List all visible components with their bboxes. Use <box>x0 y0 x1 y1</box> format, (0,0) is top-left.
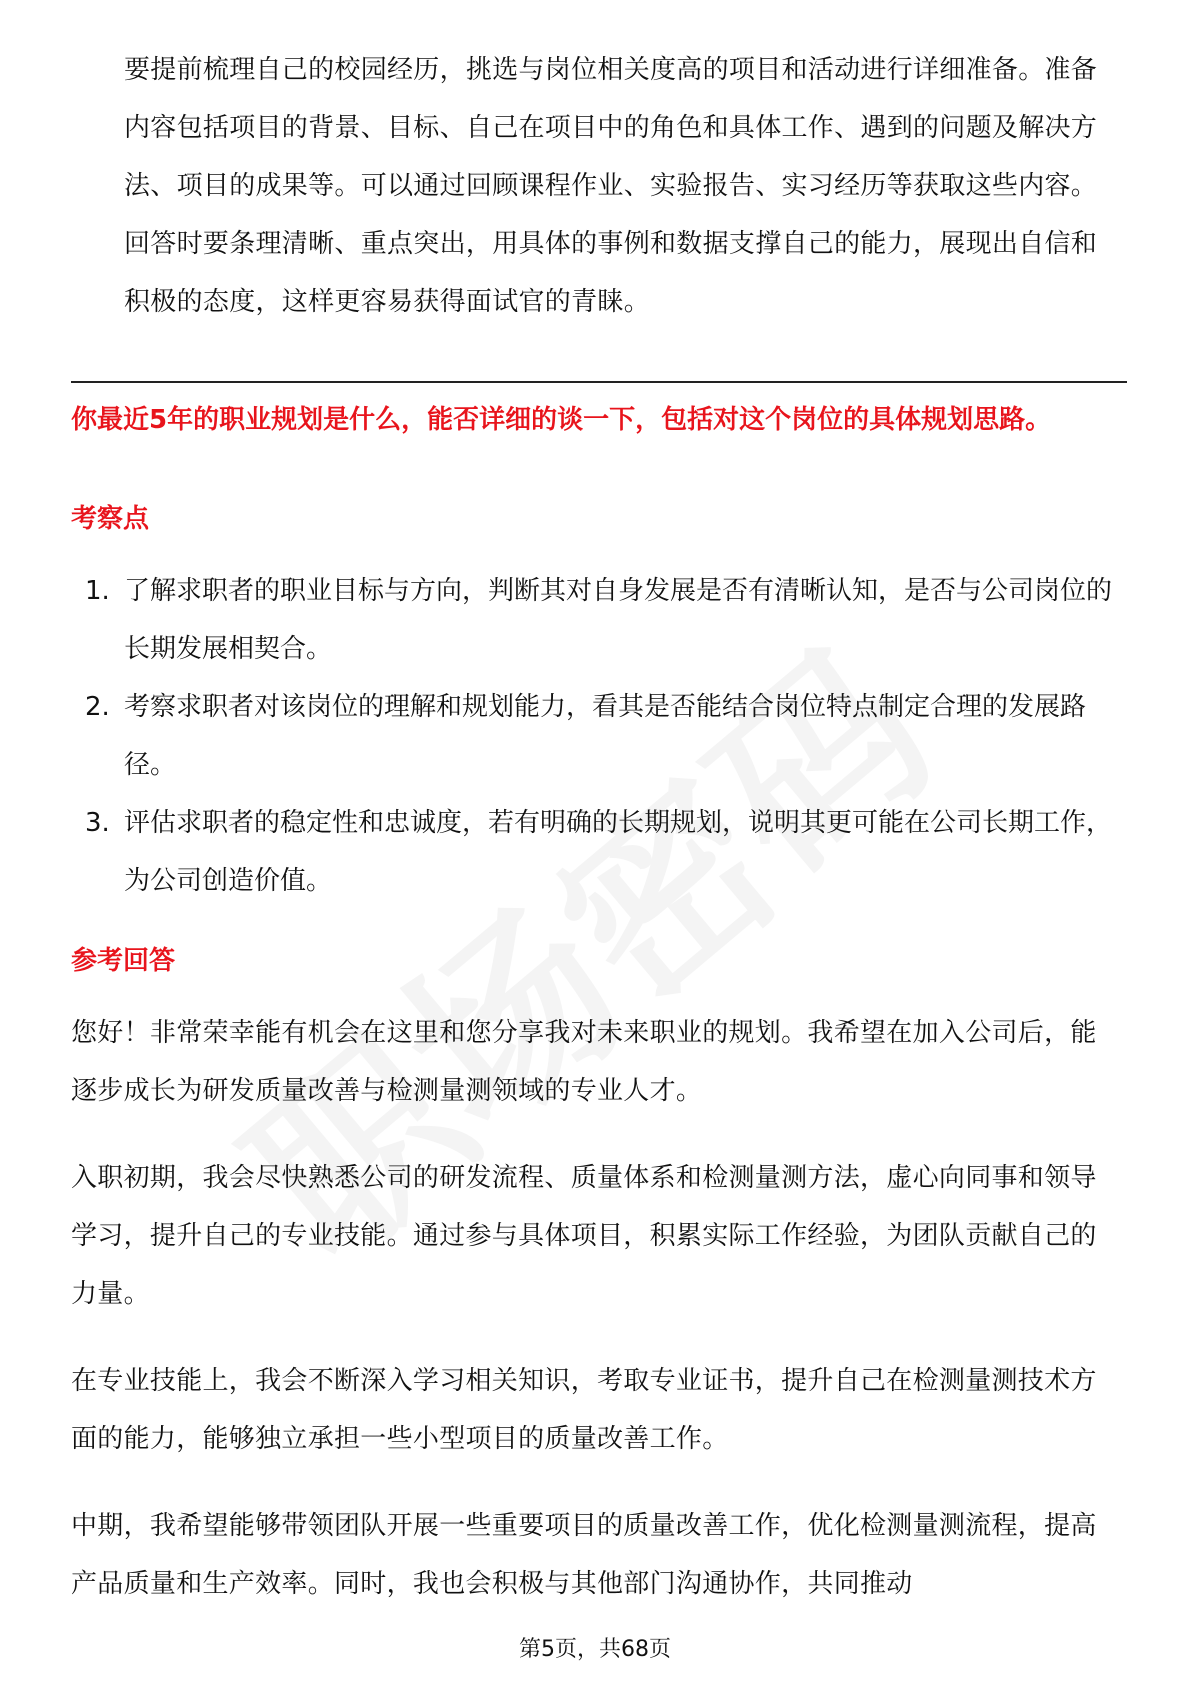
divider <box>71 381 1127 383</box>
list-item <box>71 678 1119 794</box>
focus-list <box>71 562 1119 910</box>
intro-paragraph: 要提前梳理自己的校园经历，挑选与岗位相关度高的项目和活动进行详细准备。准备内容包括项目的背景、目标、自己在项目中的角色和具体工作、遇到的问题及解决方法、项目的成果等。可以通过回顾课程作业、实验报告、实习经历等获取这些内容。回答时要条理清晰、重点突出，用具体的事例和数据支撑自己的能力，展现出自信和积极的态度，这样更容易获得面试官的青睐。 <box>124 55 1098 317</box>
list-text: 了解求职者的职业目标与方向，判断其对自身发展是否有清晰认知，是否与公司岗位的长期发展相契合。 <box>124 576 1113 664</box>
answer-paragraph: 在专业技能上，我会不断深入学习相关知识，考取专业证书，提升自己在检测量测技术方面的能力，能够独立承担一些小型项目的质量改善工作。 <box>71 1366 1097 1454</box>
answer-paragraph: 您好！非常荣幸能有机会在这里和您分享我对未来职业的规划。我希望在加入公司后，能逐步成长为研发质量改善与检测量测领域的专业人才。 <box>71 1018 1097 1106</box>
list-text: 评估求职者的稳定性和忠诚度，若有明确的长期规划，说明其更可能在公司长期工作，为公司创造价值。 <box>124 808 1113 896</box>
list-item <box>71 794 1119 910</box>
list-number: 2. <box>85 692 110 722</box>
answer-paragraph: 中期，我希望能够带领团队开展一些重要项目的质量改善工作，优化检测量测流程，提高产品质量和生产效率。同时，我也会积极与其他部门沟通协作，共同推动 <box>71 1511 1097 1599</box>
question-heading: 你最近5年的职业规划是什么，能否详细的谈一下，包括对这个岗位的具体规划思路。 <box>71 405 1052 435</box>
focus-heading: 考察点 <box>71 504 150 534</box>
list-number: 3. <box>85 808 110 838</box>
answer-heading: 参考回答 <box>71 946 176 976</box>
list-text: 考察求职者对该岗位的理解和规划能力，看其是否能结合岗位特点制定合理的发展路径。 <box>124 692 1087 780</box>
answer-paragraph: 入职初期，我会尽快熟悉公司的研发流程、质量体系和检测量测方法，虚心向同事和领导学习，提升自己的专业技能。通过参与具体项目，积累实际工作经验，为团队贡献自己的力量。 <box>71 1163 1097 1309</box>
page-footer: 第5页，共68页 <box>519 1637 671 1662</box>
list-item <box>71 562 1119 678</box>
list-number: 1. <box>85 576 110 606</box>
